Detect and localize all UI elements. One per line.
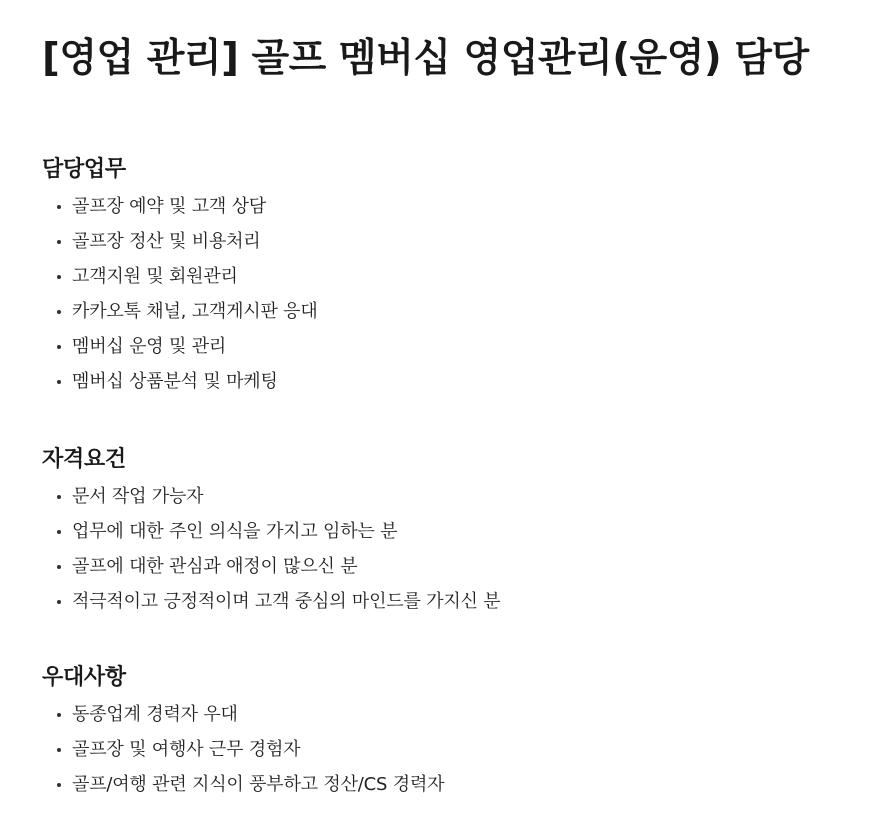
list-item-text: 골프에 대한 관심과 애정이 많으신 분 — [72, 556, 358, 577]
bullet-icon — [57, 748, 61, 752]
bullet-icon — [57, 380, 61, 384]
list-item — [42, 294, 862, 329]
section-heading-requirements: 자격요건 — [42, 447, 126, 472]
list-item-text: 동종업계 경력자 우대 — [72, 704, 238, 725]
bullet-icon — [57, 600, 61, 604]
list-item-text: 골프장 및 여행사 근무 경험자 — [72, 739, 301, 760]
bullet-icon — [57, 275, 61, 279]
list-item — [42, 479, 862, 514]
list-item-text: 업무에 대한 주인 의식을 가지고 임하는 분 — [72, 521, 398, 542]
duties-list — [42, 189, 862, 399]
bullet-icon — [57, 345, 61, 349]
list-item — [42, 329, 862, 364]
bullet-icon — [57, 310, 61, 314]
list-item-text: 고객지원 및 회원관리 — [72, 266, 238, 287]
list-item-text: 골프/여행 관련 지식이 풍부하고 정산/CS 경력자 — [72, 774, 445, 795]
list-item-text: 골프장 예약 및 고객 상담 — [72, 196, 266, 217]
list-item — [42, 584, 862, 619]
preferences-list — [42, 697, 862, 802]
section-heading-preferences: 우대사항 — [42, 665, 126, 690]
bullet-icon — [57, 565, 61, 569]
list-item — [42, 697, 862, 732]
list-item — [42, 259, 862, 294]
list-item-text: 문서 작업 가능자 — [72, 486, 204, 507]
bullet-icon — [57, 495, 61, 499]
list-item — [42, 189, 862, 224]
list-item — [42, 224, 862, 259]
requirements-list — [42, 479, 862, 619]
list-item — [42, 732, 862, 767]
list-item — [42, 767, 862, 802]
bullet-icon — [57, 783, 61, 787]
list-item-text: 멤버십 상품분석 및 마케팅 — [72, 371, 278, 392]
list-item-text: 멤버십 운영 및 관리 — [72, 336, 227, 357]
bullet-icon — [57, 713, 61, 717]
bullet-icon — [57, 240, 61, 244]
section-duties — [42, 154, 862, 399]
list-item-text: 카카오톡 채널, 고객게시판 응대 — [72, 301, 318, 322]
list-item-text: 골프장 정산 및 비용처리 — [72, 231, 261, 252]
list-item — [42, 514, 862, 549]
list-item — [42, 364, 862, 399]
list-item-text: 적극적이고 긍정적이며 고객 중심의 마인드를 가지신 분 — [72, 591, 501, 612]
page-title: [영업 관리] 골프 멤버십 영업관리(운영) 담당 — [42, 36, 809, 81]
section-requirements — [42, 444, 862, 619]
section-heading-duties: 담당업무 — [42, 157, 126, 182]
list-item — [42, 549, 862, 584]
bullet-icon — [57, 205, 61, 209]
section-preferences — [42, 662, 862, 802]
bullet-icon — [57, 530, 61, 534]
